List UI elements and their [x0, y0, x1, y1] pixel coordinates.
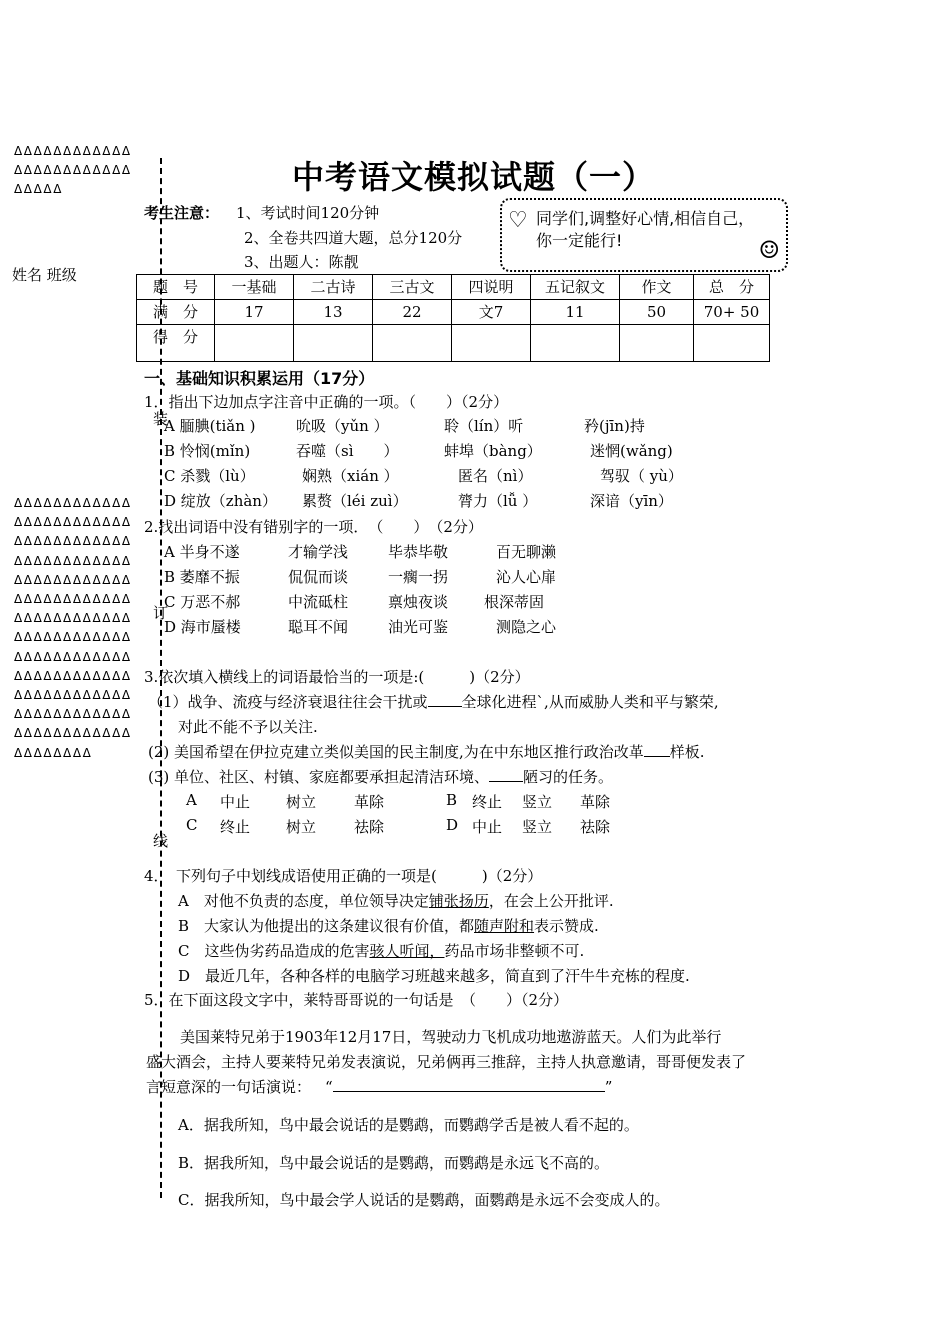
- page-title: 中考语文模拟试题（一）: [292, 158, 656, 196]
- q5-text: ”: [604, 1078, 613, 1096]
- underlined-idiom: 骇人听闻，: [369, 942, 445, 960]
- q3-option: 树立: [286, 793, 317, 811]
- q1-option: A 腼腆(tiǎn ): [164, 417, 256, 435]
- q1-option: 迷惘(wǎng): [590, 442, 673, 460]
- q3-option: 祛除: [354, 818, 385, 836]
- table-cell: 四说明: [452, 275, 531, 300]
- q4-option-a: [178, 890, 614, 911]
- q4-option-d: D 最近几年，各种各样的电脑学习班越来越多，简直到了汗牛牛充栋的程度.: [178, 967, 690, 985]
- q2-option: A 半身不遂: [164, 543, 240, 561]
- q4-stem: 4． 下列句子中划线成语使用正确的一项是( )（2分）: [144, 867, 543, 885]
- table-cell: 17: [215, 300, 294, 325]
- q4-text: A 对他不负责的态度，单位领导决定: [178, 892, 429, 910]
- q4-text: ，在会上公开批评.: [488, 892, 614, 910]
- q3-sentence-1: [148, 691, 719, 712]
- encouragement-text: 同学们,调整好心情,相信自己，你一定能行!: [536, 209, 755, 250]
- table-cell: 作文: [620, 275, 694, 300]
- table-cell: 满 分: [137, 300, 215, 325]
- q5-text: 言短意深的一句话演说：: [146, 1078, 312, 1096]
- q3-option: 竖立: [522, 793, 553, 811]
- binding-char-zhuang: 装: [153, 410, 169, 428]
- q3-text: (3) 单位、社区、村镇、家庭都要承担起清洁环境、: [148, 768, 490, 786]
- binding-char-ding: 订: [153, 604, 169, 622]
- underlined-idiom: 随声附和: [474, 917, 535, 935]
- q4-text: B 大家认为他提出的这条建议很有价值，都: [178, 917, 475, 935]
- q1-option: B 怜悯(mǐn): [164, 442, 251, 460]
- q1-option: C 杀戮（lù）: [164, 467, 255, 485]
- q3-option: 树立: [286, 818, 317, 836]
- score-input-cell[interactable]: [452, 325, 531, 362]
- table-cell: 五记叙文: [531, 275, 620, 300]
- fill-blank[interactable]: [644, 742, 670, 757]
- q3-option: D: [446, 816, 459, 834]
- q4-text: 药品市场非整顿不可.: [444, 942, 585, 960]
- table-cell: 13: [294, 300, 373, 325]
- section-heading: 一、基础知识积累运用（17分）: [144, 369, 375, 388]
- underlined-idiom: 铺张扬历: [428, 892, 489, 910]
- q2-option: 百无聊濑: [496, 543, 557, 561]
- q4-text: C 这些伪劣药品造成的危害: [178, 942, 370, 960]
- q2-option: C 万恶不郝: [164, 593, 241, 611]
- q4-option-c: [178, 940, 584, 961]
- name-class-label: 姓名 班级: [12, 266, 77, 284]
- q3-stem: 3.依次填入横线上的词语最恰当的一项是:( )（2分）: [144, 668, 530, 686]
- fill-blank[interactable]: [333, 1077, 605, 1092]
- q3-sentence-1-cont: 对此不能不予以关注.: [178, 718, 318, 736]
- q1-option: 累赘（léi zuì）: [302, 492, 408, 510]
- q3-option: 祛除: [580, 818, 611, 836]
- q5-text: “: [325, 1078, 333, 1096]
- q2-option: 测隐之心: [496, 618, 557, 636]
- score-table-row: [137, 325, 770, 362]
- q2-option: 沁人心扉: [496, 568, 557, 586]
- q3-sentence-2: [148, 741, 705, 762]
- q4-option-b: [178, 915, 599, 936]
- table-cell: 22: [373, 300, 452, 325]
- q2-option: B 萎靡不振: [164, 568, 240, 586]
- q3-text: （1）战争、流疫与经济衰退往往会干扰或: [148, 693, 428, 711]
- q1-option: 吞噬（sì ）: [296, 442, 399, 460]
- table-cell: 50: [620, 300, 694, 325]
- score-input-cell[interactable]: [294, 325, 373, 362]
- q3-option: B: [446, 791, 458, 809]
- score-table-row: [137, 275, 770, 300]
- score-input-cell[interactable]: [531, 325, 620, 362]
- score-input-cell[interactable]: [215, 325, 294, 362]
- q2-option: 聪耳不闻: [288, 618, 349, 636]
- q1-option: 娴熟（xián ）: [302, 467, 399, 485]
- q5-passage-line: 盛大酒会，主持人要莱特兄弟发表演说，兄弟俩再三推辞，主持人执意邀请，哥哥便发表了: [146, 1053, 747, 1071]
- table-cell: 70+ 50: [694, 300, 770, 325]
- notice-label: 考生注意：: [144, 204, 220, 222]
- q2-option: D 海市蜃楼: [164, 618, 241, 636]
- q5-passage-line: 美国莱特兄弟于1903年12月17日，驾驶动力飞机成功地遨游蓝天。人们为此举行: [180, 1028, 722, 1046]
- table-cell: 二古诗: [294, 275, 373, 300]
- table-cell: 总 分: [694, 275, 770, 300]
- q3-option: C: [186, 816, 198, 834]
- table-cell: 得 分: [137, 325, 215, 362]
- smiley-icon: ☺: [758, 236, 780, 264]
- q3-option: 终止: [220, 818, 251, 836]
- q2-option: 油光可鉴: [388, 618, 449, 636]
- score-input-cell[interactable]: [694, 325, 770, 362]
- q1-option: 驾驭（ yù）: [600, 467, 683, 485]
- q5-option-c: C．据我所知，鸟中最会学人说话的是鹦鹉，面鹦鹉是永远不会变成人的。: [178, 1191, 670, 1209]
- encouragement-box: [500, 198, 788, 272]
- q3-text: (2) 美国希望在伊拉克建立类似美国的民主制度,为在中东地区推行政治改革: [148, 743, 644, 761]
- table-cell: 题 号: [137, 275, 215, 300]
- q1-option: 吮吸（yǔn ）: [296, 417, 389, 435]
- q5-option-b: B．据我所知，鸟中最会说话的是鹦鹉，而鹦鹉是永远飞不高的。: [178, 1154, 610, 1172]
- q3-text: 陋习的任务。: [523, 768, 614, 786]
- q2-option: 根深蒂固: [484, 593, 545, 611]
- notice-item-2: 2、全卷共四道大题，总分120分: [244, 229, 463, 247]
- fill-blank[interactable]: [428, 692, 462, 707]
- fill-blank[interactable]: [489, 767, 523, 782]
- q2-option: 毕恭毕敬: [388, 543, 449, 561]
- q4-text: 表示赞成.: [534, 917, 599, 935]
- triangle-pattern-top: ΔΔΔΔΔΔΔΔΔΔΔΔΔΔΔΔΔΔΔΔΔΔΔΔΔΔΔΔΔ: [14, 144, 132, 197]
- q1-option: 深谙（yīn）: [590, 492, 673, 510]
- q3-option: 革除: [354, 793, 385, 811]
- q2-option: 才输学浅: [288, 543, 349, 561]
- q1-stem: 1．指出下边加点字注音中正确的一项。（ ）（2分）: [144, 393, 509, 411]
- score-table: [136, 274, 770, 362]
- q1-option: D 绽放（zhàn）: [164, 492, 277, 510]
- table-cell: 11: [531, 300, 620, 325]
- notice-item-1: 1、考试时间120分钟: [236, 204, 380, 222]
- q3-option: 中止: [220, 793, 251, 811]
- table-cell: 三古文: [373, 275, 452, 300]
- score-input-cell[interactable]: [373, 325, 452, 362]
- q2-option: 一瘸一拐: [388, 568, 449, 586]
- table-cell: 一基础: [215, 275, 294, 300]
- binding-char-xian: 线: [153, 832, 169, 850]
- q3-sentence-3: [148, 766, 613, 787]
- q2-option: 中流砥柱: [288, 593, 349, 611]
- q2-option: 侃侃而谈: [288, 568, 349, 586]
- q1-option: 矜(jīn)持: [584, 417, 645, 435]
- q1-option: 聆（lín）听: [444, 417, 524, 435]
- q1-option: 匿名（nì）: [458, 467, 533, 485]
- q3-option: 革除: [580, 793, 611, 811]
- q3-option: 竖立: [522, 818, 553, 836]
- heart-icon: ♡: [508, 208, 528, 233]
- score-table-row: [137, 300, 770, 325]
- q1-option: 膂力（lǚ ）: [458, 492, 538, 510]
- table-cell: 文7: [452, 300, 531, 325]
- q5-stem: 5．在下面这段文字中，莱特哥哥说的一句话是 （ ）（2分）: [144, 991, 569, 1009]
- q2-stem: 2.找出词语中没有错别字的一项． （ ） （2分）: [144, 518, 483, 536]
- q5-option-a: A．据我所知，鸟中最会说话的是鹦鹉，而鹦鹉学舌是被人看不起的。: [178, 1116, 639, 1134]
- q3-option: 中止: [472, 818, 503, 836]
- score-input-cell[interactable]: [620, 325, 694, 362]
- q3-option: A: [186, 791, 197, 809]
- q3-option: 终止: [472, 793, 503, 811]
- notice-item-3: 3、出题人：陈靓: [244, 253, 359, 271]
- triangle-pattern-bottom: ΔΔΔΔΔΔΔΔΔΔΔΔΔΔΔΔΔΔΔΔΔΔΔΔΔΔΔΔΔΔΔΔΔΔΔΔΔΔΔΔΔΔΔΔΔΔΔΔΔΔΔΔΔΔΔΔΔΔΔΔΔΔΔΔΔΔΔΔΔΔΔΔΔΔΔΔΔΔΔΔΔΔΔΔΔΔΔΔΔΔΔΔΔΔΔΔΔΔΔΔΔΔΔΔΔΔΔΔΔΔΔΔΔΔΔΔΔΔΔΔΔΔΔΔΔΔΔΔΔΔΔΔΔΔΔΔΔΔΔΔΔΔΔΔΔΔΔΔΔΔΔΔΔΔΔΔΔΔΔΔΔΔΔΔ: [14, 496, 132, 760]
- q2-option: 禀烛夜谈: [388, 593, 449, 611]
- q3-text: 样板.: [669, 743, 705, 761]
- q5-passage-line: [146, 1076, 612, 1097]
- q3-text: 全球化进程`,从而威胁人类和平与繁荣,: [461, 693, 719, 711]
- q1-option: 蚌埠（bàng）: [444, 442, 542, 460]
